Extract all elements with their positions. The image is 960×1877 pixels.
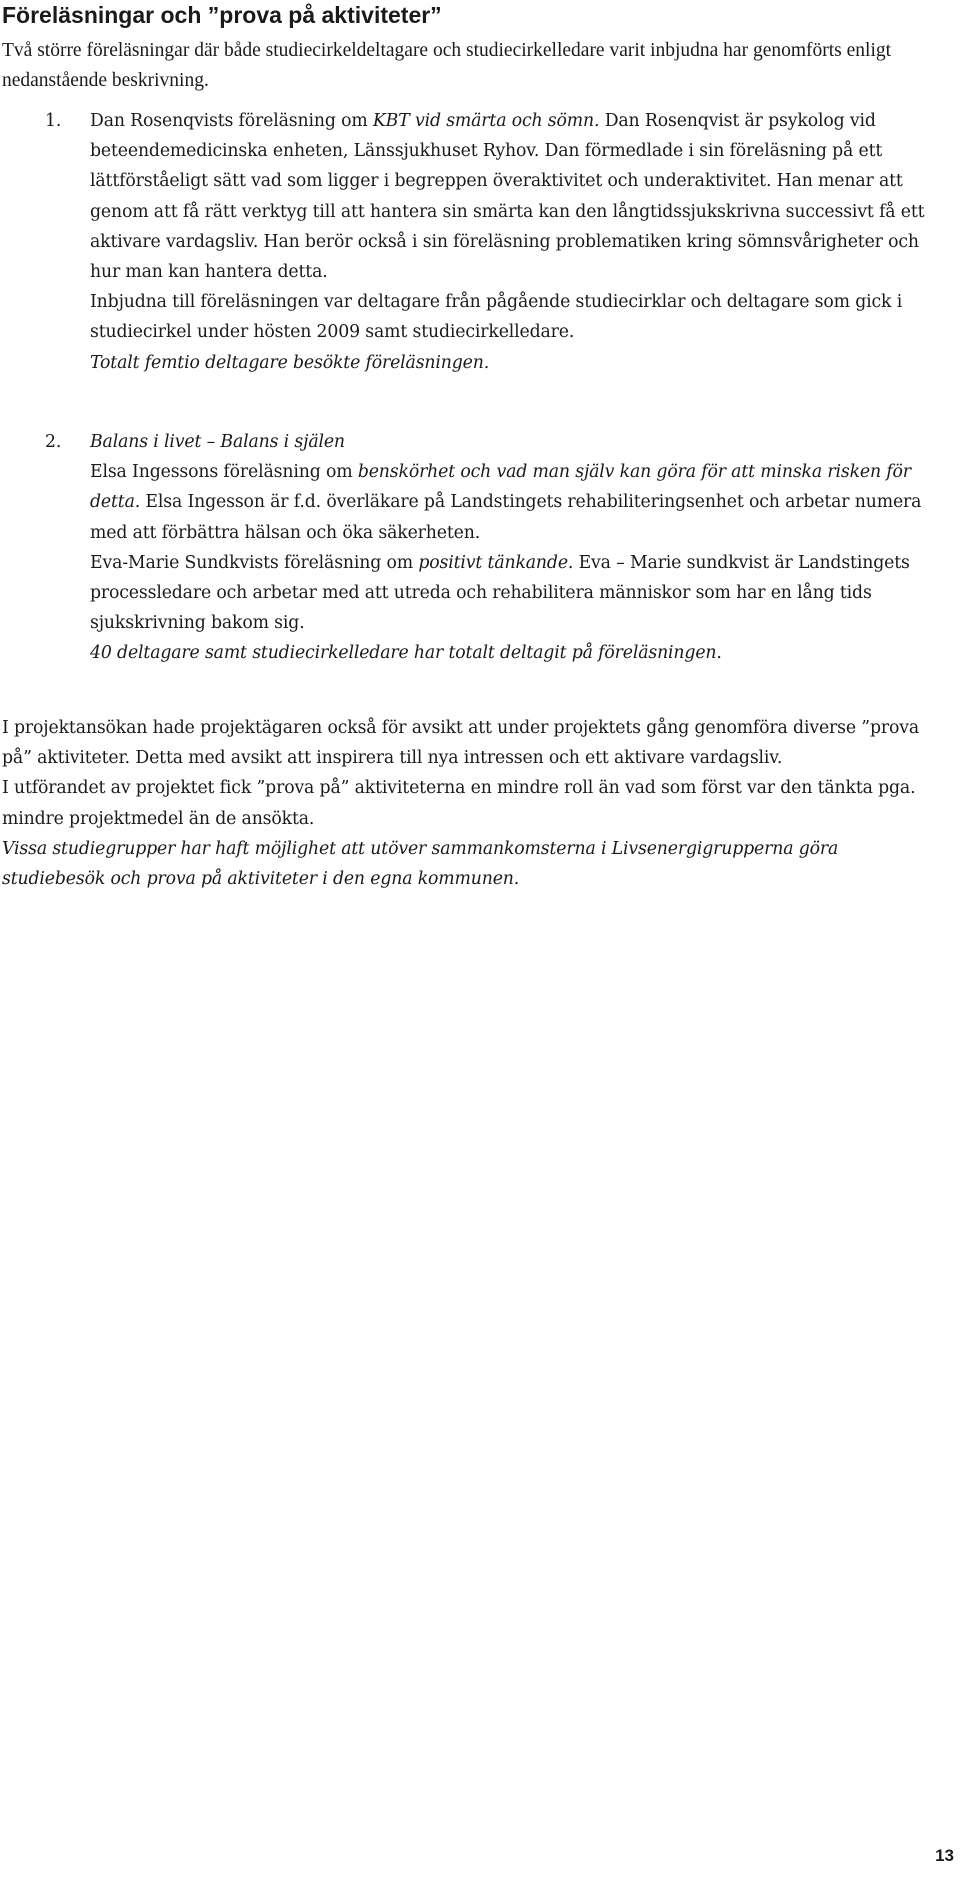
lecture-1-description (45, 106, 935, 287)
page-number: 13 (935, 1846, 954, 1865)
lecture-2-topic2: positivt tänkande. (418, 552, 574, 573)
lecture-2-lead: Elsa Ingessons föreläsning om (90, 462, 353, 483)
lecture-2 (45, 427, 935, 669)
lecture-1 (45, 106, 935, 378)
list-number: 1. (45, 111, 62, 131)
lecture-1-body: Dan Rosenqvist är psykolog vid beteendemedicinska enheten, Länssjukhuset Ryhov. Dan förmedlade i sin föreläsning på ett lättförståeligt sätt vad som ligger i begreppen överaktivitet och underaktivitet. Han menar att genom att få rätt verktyg till att hantera sin smärta kan den långtidssjukskrivna successivt få ett aktivare vardagsliv. Han berör också i sin föreläsning problematiken kring sömnsvårigheter och hur man kan hantera detta. (90, 111, 925, 283)
paragraph-1: I projektansökan hade projektägaren också för avsikt att under projektets gång genomföra diverse ”prova på” aktiviteter. Detta med avsikt att inspirera till nya intressen och ett aktivare vardagsliv. (2, 718, 919, 769)
lecture-1-lead: Dan Rosenqvists föreläsning om (90, 111, 368, 131)
lecture-2-body2: Eva – Marie sundkvist är Landstingets processledare och arbetar med att utreda och rehabilitera människor som har en lång tids sjukskrivning bakom sig. (90, 552, 910, 634)
lecture-1-participants: Inbjudna till föreläsningen var deltagare från pågående studiecirklar och deltagare som gick i studiecirkel under hösten 2009 samt studiecirkelledare. (90, 292, 903, 343)
lecture-2-topic: benskörhet och vad man själv kan göra för att minska risken för detta. (90, 462, 911, 513)
lecture-2-attendance: 40 deltagare samt studiecirkelledare har totalt deltagit på föreläsningen. (90, 643, 722, 664)
list-number: 2. (45, 432, 62, 452)
lecture-2-description (45, 457, 935, 548)
lecture-2-second-speaker (45, 548, 935, 639)
lecture-2-body: Elsa Ingesson är f.d. överläkare på Landstingets rehabiliteringsenhet och arbetar numera med att förbättra hälsan och öka säkerheten. (90, 492, 922, 543)
section-heading: Föreläsningar och ”prova på aktiviteter” (2, 2, 442, 28)
body-text (2, 713, 942, 894)
paragraph-3: Vissa studiegrupper har haft möjlighet att utöver sammankomsterna i Livsenergigrupperna göra studiebesök och prova på aktiviteter i den egna kommunen. (2, 838, 839, 890)
intro-paragraph: Två större föreläsningar där både studiecirkeldeltagare och studiecirkelledare varit inbjudna har genomförts enligt nedanstående beskrivning. (2, 40, 892, 91)
paragraph-2: I utförandet av projektet fick ”prova på” aktiviteterna en mindre roll än vad som först var den tänkta pga. mindre projektmedel än de ansökta. (2, 778, 916, 829)
lecture-1-topic: KBT vid smärta och sömn. (372, 111, 600, 131)
lecture-2-title: Balans i livet – Balans i själen (90, 432, 345, 452)
lecture-1-attendance: Totalt femtio deltagare besökte föreläsningen. (90, 352, 490, 373)
lecture-2-lead2: Eva-Marie Sundkvists föreläsning om (90, 552, 413, 573)
